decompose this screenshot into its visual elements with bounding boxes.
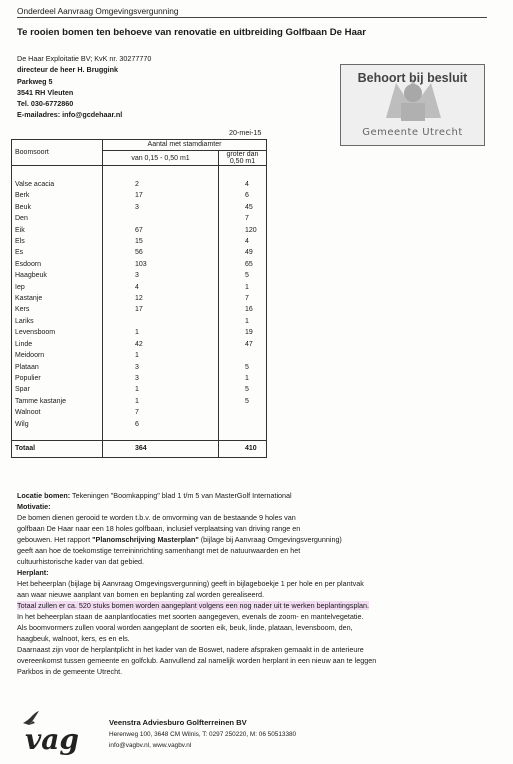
count-large-cell: 5	[245, 272, 249, 280]
count-small-cell: 3	[103, 270, 219, 281]
table-row	[12, 202, 267, 213]
tree-name-cell: Kastanje	[12, 293, 103, 304]
motivatie-line: cultuurhistorische kader van dat gebied.	[17, 557, 145, 566]
total-small: 364	[103, 440, 219, 457]
phone-line: Tel. 030-6772860	[17, 99, 74, 109]
table-row	[12, 396, 267, 407]
count-small-cell: 17	[103, 190, 219, 201]
table-row	[12, 179, 267, 190]
count-large-cell: 7	[245, 295, 249, 303]
tree-name-cell: Iep	[12, 282, 103, 293]
total-large: 410	[219, 440, 267, 457]
footer	[17, 705, 497, 755]
count-large-cell: 47	[245, 340, 253, 348]
table-row	[12, 270, 267, 281]
count-small-cell: 42	[103, 339, 219, 350]
count-small-cell: 1	[103, 327, 219, 338]
table-row	[12, 316, 267, 327]
tree-name-cell: Spar	[12, 384, 103, 395]
tree-name-cell: Wilg	[12, 419, 103, 430]
count-small-cell: 56	[103, 247, 219, 258]
count-small-cell: 17	[103, 304, 219, 315]
tree-name-cell: Lariks	[12, 316, 103, 327]
table-row	[12, 236, 267, 247]
col-header-group: Aantal met stamdiamter	[147, 141, 222, 148]
count-large-cell	[219, 419, 267, 430]
count-large-cell: 49	[245, 249, 253, 257]
document-title: Te rooien bomen ten behoeve van renovatie en uitbreiding Golfbaan De Haar	[17, 27, 366, 38]
email-line: E-mailadres: info@gcdehaar.nl	[17, 110, 123, 120]
table-total-row	[12, 440, 267, 457]
herplant-line: Daarnaast zijn voor de herplantplicht in het kader van de Boswet, nadere afspraken gemaakt in de anterieure	[17, 645, 364, 654]
count-small-cell: 2	[103, 179, 219, 190]
count-large-cell: 45	[245, 203, 253, 211]
count-small-cell	[103, 316, 219, 327]
count-large-cell: 65	[245, 260, 253, 268]
count-large-cell: 1	[245, 374, 249, 382]
body-text	[17, 490, 497, 677]
locatie-text: Tekeningen "Boomkapping" blad 1 t/m 5 van MasterGolf International	[70, 491, 292, 500]
count-large-cell: 6	[245, 192, 249, 200]
count-large-cell	[219, 350, 267, 361]
count-small-cell: 7	[103, 407, 219, 418]
count-small-cell: 67	[103, 225, 219, 236]
tree-name-cell: Levensboom	[12, 327, 103, 338]
table-row	[12, 213, 267, 224]
tree-name-cell: Plataan	[12, 362, 103, 373]
col-header-small: van 0,15 - 0,50 m1	[103, 151, 219, 166]
herplant-line: aan waar nieuwe aanplant van bomen en beplanting zal worden gerealiseerd.	[17, 590, 264, 599]
motivatie-line: gebouwen. Het rapport	[17, 535, 93, 544]
tree-name-cell: Haagbeuk	[12, 270, 103, 281]
count-large-cell: 5	[245, 363, 249, 371]
herplant-line: Parkbos in de gemeente Utrecht.	[17, 667, 123, 676]
table-row	[12, 350, 267, 361]
tree-name-cell: Walnoot	[12, 407, 103, 418]
trees-table	[11, 139, 267, 458]
tree-name-cell: Tamme kastanje	[12, 396, 103, 407]
footer-org: Veenstra Adviesburo Golfterreinen BV	[109, 718, 247, 727]
table-row	[12, 384, 267, 395]
table-row	[12, 259, 267, 270]
tree-name-cell: Beuk	[12, 202, 103, 213]
count-small-cell: 1	[103, 350, 219, 361]
count-large-cell: 19	[245, 329, 253, 337]
count-large-cell: 1	[245, 317, 249, 325]
report-title: "Planomschrijving Masterplan"	[92, 535, 199, 544]
count-large-cell: 5	[245, 397, 249, 405]
locatie-label: Locatie bomen:	[17, 491, 71, 500]
table-row	[12, 225, 267, 236]
footer-address: Herenweg 100, 3648 CM Wilnis, T: 0297 250220, M: 06 50513380	[109, 731, 297, 738]
col-header-large: groter dan 0,50 m1	[219, 151, 267, 166]
table-row	[12, 407, 267, 418]
table-row	[12, 362, 267, 373]
count-small-cell: 3	[103, 362, 219, 373]
tree-name-cell: Linde	[12, 339, 103, 350]
stamp-title: Behoort bij besluit	[357, 71, 468, 85]
tree-name-cell: Valse acacia	[12, 179, 103, 190]
tree-name-cell: Esdoorn	[12, 259, 103, 270]
logo-text: vag	[25, 723, 79, 755]
count-large-cell	[219, 407, 267, 418]
herplant-line: Als boomvormers zullen vooral worden aangeplant de soorten eik, beuk, linde, plataan, levensboom, den,	[17, 623, 353, 632]
table-row	[12, 293, 267, 304]
count-small-cell: 15	[103, 236, 219, 247]
count-small-cell: 1	[103, 396, 219, 407]
count-large-cell: 16	[245, 306, 253, 314]
approval-stamp	[340, 64, 485, 146]
count-small-cell: 1	[103, 384, 219, 395]
tree-name-cell: Berk	[12, 190, 103, 201]
count-small-cell: 3	[103, 202, 219, 213]
count-small-cell: 6	[103, 419, 219, 430]
tree-name-cell: Kers	[12, 304, 103, 315]
tree-name-cell: Es	[12, 247, 103, 258]
count-large-cell: 4	[245, 181, 249, 188]
col-header-boomsoort: Boomsoort	[12, 140, 103, 166]
table-row	[12, 419, 267, 430]
herplant-line: overeenkomst tussen gemeente en golfclub. Aanvullend zal namelijk worden herplant in een nieuw aan te leggen	[17, 656, 377, 665]
company-line: De Haar Exploitatie BV; KvK nr. 30277770	[17, 54, 152, 63]
herplant-highlight: Totaal zullen er ca. 520 stuks bomen worden aangeplant volgens een nog nader uit te werken beplantingsplan.	[17, 601, 370, 610]
table-row	[12, 327, 267, 338]
count-small-cell: 3	[103, 373, 219, 384]
tree-name-cell: Meidoorn	[12, 350, 103, 361]
total-label: Totaal	[12, 440, 103, 457]
count-large-cell: 4	[245, 238, 249, 246]
director-line: directeur de heer H. Bruggink	[17, 65, 119, 75]
table-row	[12, 247, 267, 258]
motivatie-line: (bijlage bij Aanvraag Omgevingsvergunning)	[198, 535, 342, 544]
stamp-subtitle: Gemeente Utrecht	[362, 127, 463, 138]
count-large-cell: 5	[245, 386, 249, 394]
document-date: 20-mei-15	[229, 128, 262, 137]
header-divider	[17, 17, 487, 18]
table-row	[12, 304, 267, 315]
count-large-cell: 1	[245, 283, 249, 291]
street-line: Parkweg 5	[17, 76, 53, 86]
herplant-line: In het beheerplan staan de aanplantlocaties met soorten aangegeven, evenals de zoom- en mantelvegetatie.	[17, 612, 364, 621]
count-small-cell: 12	[103, 293, 219, 304]
tree-name-cell: Eik	[12, 225, 103, 236]
count-small-cell	[103, 213, 219, 224]
city-line: 3541 RH Vleuten	[17, 87, 74, 97]
address-block	[17, 53, 151, 121]
count-large-cell: 7	[245, 215, 249, 223]
vag-logo-icon	[17, 709, 89, 755]
motivatie-line: geeft aan hoe de toekomstige terreininrichting samenhangt met de natuurwaarden en het	[17, 546, 301, 555]
herplant-line: haagbeuk, walnoot, kers, es en els.	[17, 634, 130, 643]
document-section-label: Onderdeel Aanvraag Omgevingsvergunning	[17, 6, 179, 16]
motivatie-line: golfbaan De Haar naar een 18 holes golfbaan, inclusief verplaatsing van driving range en	[17, 524, 301, 533]
count-small-cell: 103	[103, 259, 219, 270]
tree-name-cell: Els	[12, 236, 103, 247]
table-row	[12, 282, 267, 293]
table-row	[12, 373, 267, 384]
tree-name-cell: Populier	[12, 373, 103, 384]
motivatie-line: De bomen dienen gerooid te worden t.b.v. de omvorming van de bestaande 9 holes van	[17, 513, 296, 522]
table-row	[12, 190, 267, 201]
motivatie-label: Motivatie:	[17, 502, 51, 511]
tree-name-cell: Den	[12, 213, 103, 224]
herplant-label: Herplant:	[17, 568, 49, 577]
footer-contact: info@vagbv.nl, www.vagbv.nl	[109, 742, 192, 749]
table-row	[12, 339, 267, 350]
herplant-line: Het beheerplan (bijlage bij Aanvraag Omgevingsvergunning) geeft in bijlageboekje 1 per hole en per plantvak	[17, 579, 364, 588]
count-small-cell: 4	[103, 282, 219, 293]
count-large-cell: 120	[245, 226, 257, 234]
